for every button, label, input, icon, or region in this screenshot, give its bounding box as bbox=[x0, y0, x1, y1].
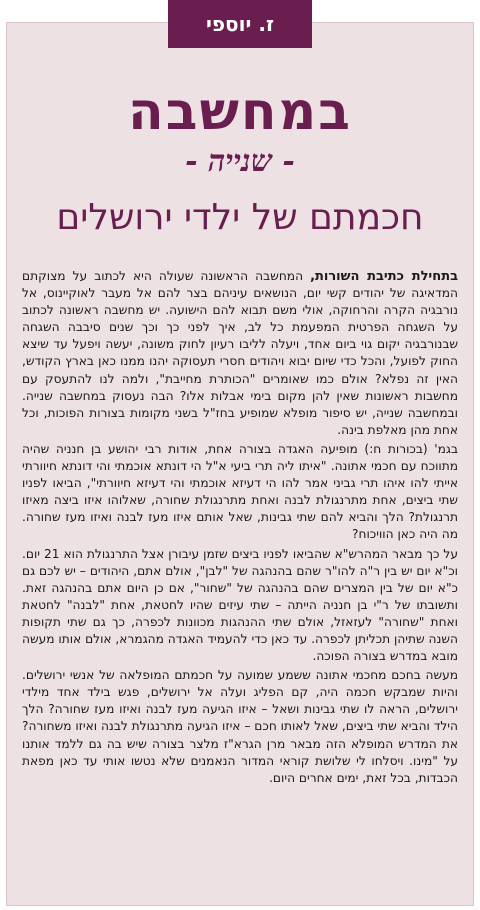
lead-text: בתחילת כתיבת השורות, bbox=[310, 269, 458, 284]
paragraph-1 bbox=[22, 268, 458, 439]
article-headline: חכמתם של ילדי ירושלים bbox=[56, 197, 424, 238]
paragraph-3: על כך מבאר המהרש"א שהביאו לפניו ביצים שזמן עיבורן אצל התרנגולת הוא 21 יום. וכ"א יום יש בין ר"ה להו"ר שהם בהנהגה של "לבן", אולם אתם, היהודים – יש לכם גם כ"א יום של בין המצרים שהם בהנהגה של "שחור", אם כן היום אתם בהנהגה זאת. ותשובתו של ר"י בן חנניה הייתה – שתי עיזים שהיו לחטאת, אחת "לבנה" לחטאת ואחת "שחורה" לעזאזל, אולם שתי ההנהגות מכוונות לכפרה, כך גם שתי תקופות השנה שתיהן תכליתן לכפרה. עד כאן כדי להעמיד האגדה מהגמרא, אולם אותו מעשה מובא במדרש בצורה הפוכה. bbox=[22, 546, 458, 664]
article-title: במחשבה bbox=[128, 82, 352, 142]
article-subtitle: - שנייה - bbox=[185, 144, 295, 179]
paragraph-2: בגמ' (בכורות ח:) מופיעה האגדה בצורה אחת, אודות רבי יהושע בן חנניה שהיה מתווכח עם חכמי אתונה. "איתו ליה תרי ביעי א"ל הי דונתא אוכמתי והי דונתא חיוורתי אייתי להו איהו תרי גביני אמר להו הי דעיזא אוכמתי והי דעיזא חיוורתי", הביאו לפניו שתי ביצים, אחת מתרנגולת לבנה ואחת מתרנגולת שחורה, שאלוהו איזו ביצה מאיזו תרנגולת? הלך והביא להם שתי גבינות, שאל אותם איזו מעז לבנה ואיזו מעז שחורה. מה היה כאן הוויכוח? bbox=[22, 441, 458, 542]
paragraph-1-text: המחשבה הראשונה שעולה היא לכתוב על מצוקתם המדאיגה של יהודים קשי יום, הנושאים עיניהם בצר להם אל מעבר לאוקיינוס, אל נורבגיה הקרה והרחוקה, אולי משם תבוא להם הישועה. יש מחשבה ראשונה לכתוב על השגחה הפרטית המפעמת כל לב, איך לפני כך וכך שנים סיבבה השגחה שבנורבגיה יקום גוי ביום אחד, ויעלה לליבו רעיון לחוק משונה, יעשה ויפעל עד שיצא החוק לפועל, והכל כדי שיום יבוא ויהודים חסרי תעסוקה יהנו ממנו כאן בארץ הקודש, האין זה נפלא? אולם כמו שאומרים "הכותרת מחייבת", ולמה לנו להתעסק עם מחשבות ראשונות שאין להן מקום בימי אבלות אלו? הבה נעסוק במחשבה שנייה. ובמחשבה שנייה, יש סיפור מופלא שמופיע בחז"ל בשני מקומות בצורות הפוכות, וכל אחת מהן מאלפת בינה. bbox=[22, 269, 458, 437]
paragraph-4: מעשה בחכם מחכמי אתונה ששמע שמועה על חכמתם המופלאה של אנשי ירושלים. והיות שמבקש חכמה היה, קם הפליג ועלה אל ירושלים, פגש בילד אחד מילדי ירושלים, הראה לו שתי גבינות ושאל – איזו הגיעה מעז לבנה ואיזו מעז שחורה? הלך הילד והביא שתי ביצים, שאל לאותו חכם – איזו הגיעה מתרנגולת לבנה ואיזו משחורה? את המדרש המופלא הזה מבאר מרן הגרא"ז מלצר בצורה שיש בה גם ללמד אותנו על "מינו. ויסלחו לי שלושת קוראי המדור הנאמנים שלא נטשו אותי עד כאן מפאת הכבדות, בכל זאת, ימים אחרים היום. bbox=[22, 668, 458, 785]
article-body bbox=[22, 268, 458, 896]
author-badge bbox=[168, 0, 312, 48]
author-name: ז. יוספי bbox=[206, 12, 274, 36]
